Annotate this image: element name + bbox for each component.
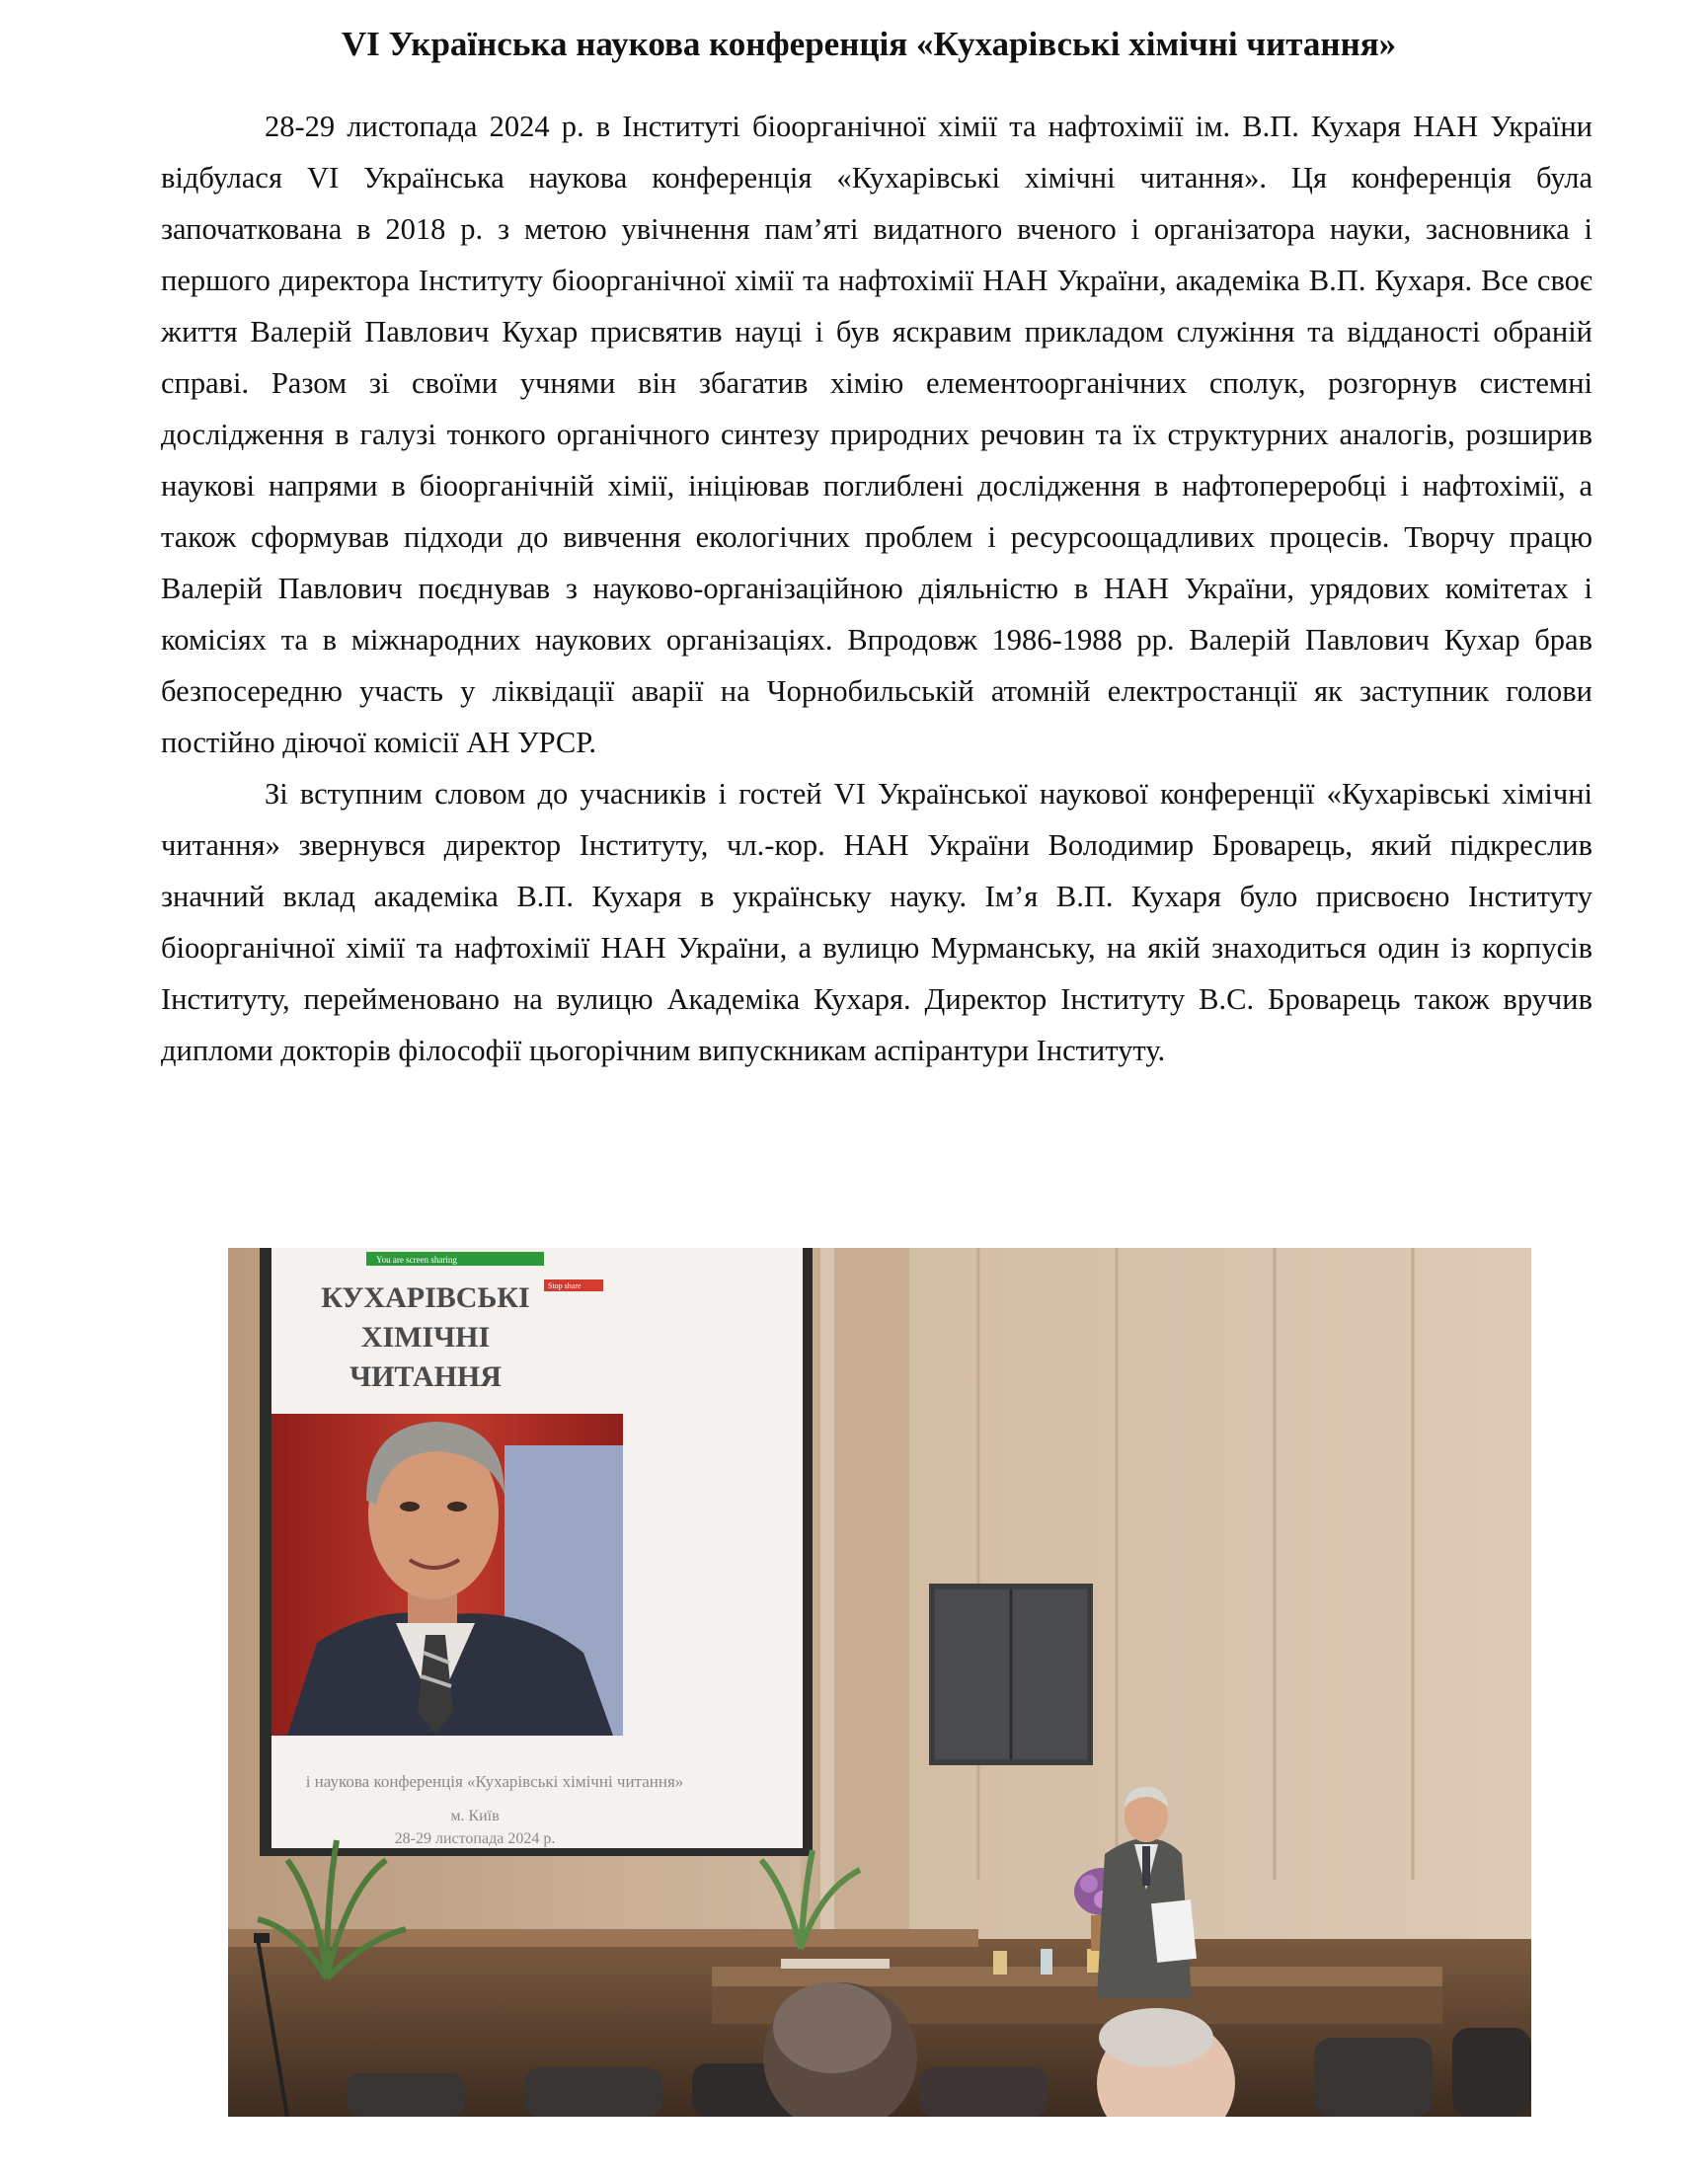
projection-screen <box>260 1248 813 1856</box>
paragraph-2: Зі вступним словом до учасників і гостей VI Української наукової конференції «Кухарівські хімічні читання» звернувся директор Інституту, чл.-кор. НАН України Володимир Броварець, який підкреслив значний вклад академіка В.П. Кухаря в українську науку. Ім’я В.П. Кухаря було присвоєно Інституту біоорганічної хімії та нафтохімії НАН України, а вулицю Мурманську, на якій знаходиться один із корпусів Інституту, перейменовано на вулицю Академіка Кухаря. Директор Інституту В.С. Броварець також вручив дипломи докторів філософії цьогорічним випускникам аспірантури Інституту. <box>161 777 1592 1067</box>
screen-sharing-banner: You are screen sharing <box>376 1255 457 1265</box>
chalkboard <box>929 1584 1093 1765</box>
screen-title-line-2: ХІМІЧНІ <box>360 1321 491 1354</box>
article-title: VI Українська наукова конференція «Кухарівські хімічні читання» <box>341 25 1397 63</box>
screen-subtitle: і наукова конференція «Кухарівські хімічні читання» <box>305 1772 684 1791</box>
screen-title-line-1: КУХАРІВСЬКІ <box>321 1281 530 1314</box>
screen-city: м. Київ <box>450 1808 500 1824</box>
conference-photo <box>228 1248 1531 2117</box>
screen-title-line-3: ЧИТАННЯ <box>349 1360 502 1393</box>
article-body <box>161 101 1592 1076</box>
portrait-image <box>272 1414 623 1736</box>
screen-date: 28-29 листопада 2024 р. <box>394 1830 556 1847</box>
paragraph-1: 28-29 листопада 2024 р. в Інституті біоорганічної хімії та нафтохімії ім. В.П. Кухаря НАН України відбулася VI Українська наукова конференція «Кухарівські хімічні читання». Ця конференція була започаткована в 2018 р. з метою увічнення пам’яті видатного вченого і організатора науки, засновника і першого директора Інституту біоорганічної хімії та нафтохімії НАН України, академіка В.П. Кухаря. Все своє життя Валерій Павлович Кухар присвятив науці і був яскравим прикладом служіння та відданості обраній справі. Разом зі своїми учнями він збагатив хімію елементоорганічних сполук, розгорнув системні дослідження в галузі тонкого органічного синтезу природних речовин та їх структурних аналогів, розширив наукові напрями в біоорганічній хімії, ініціював поглиблені дослідження в нафтопереробці і нафтохімії, а також сформував підходи до вивчення екологічних проблем і ресурсоощадливих процесів. Творчу працю Валерій Павлович поєднував з науково-організаційною діяльністю в НАН України, урядових комітетах і комісіях та в міжнародних наукових організаціях. Впродовж 1986-1988 рр. Валерій Павлович Кухар брав безпосередню участь у ліквідації аварії на Чорнобильській атомній електростанції як заступник голови постійно діючої комісії АН УРСР. <box>161 110 1592 759</box>
stop-share-label: Stop share <box>548 1281 582 1290</box>
